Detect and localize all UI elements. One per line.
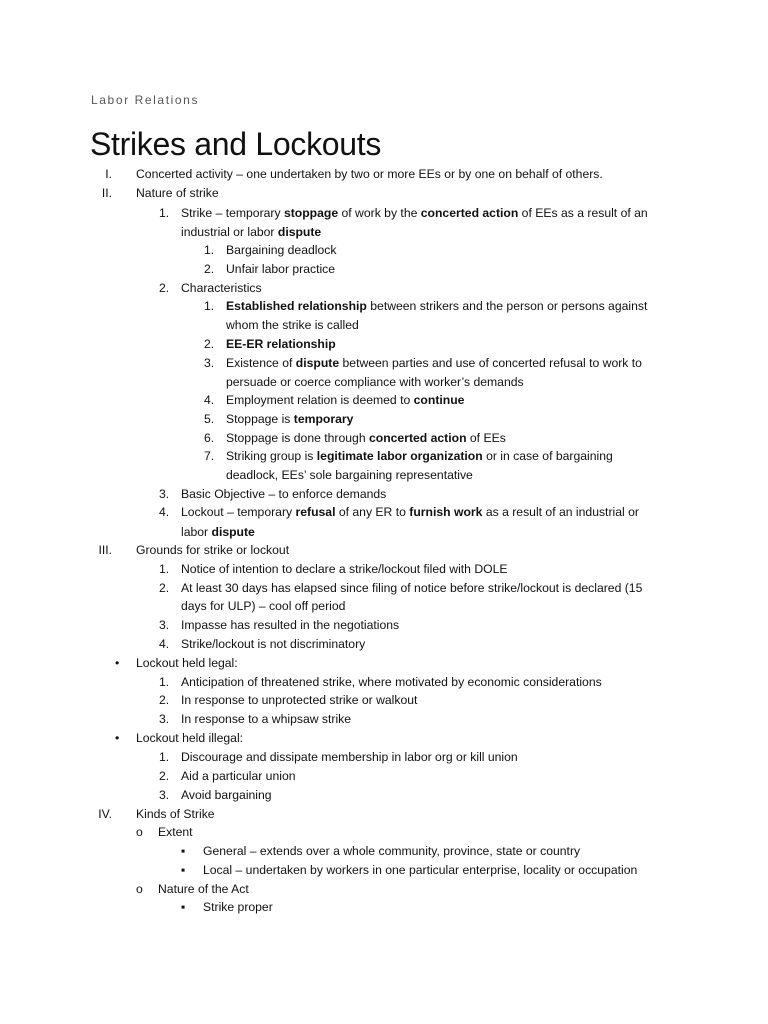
outline-line: Employment relation is deemed to continue [226, 393, 465, 407]
outline-line: Lockout held legal: [136, 656, 238, 670]
outline-marker: 1. [159, 206, 170, 220]
outline-line: Bargaining deadlock [226, 243, 337, 257]
outline-marker: 3. [159, 487, 170, 501]
outline-marker: 2. [159, 581, 170, 595]
outline-marker: 2. [159, 281, 170, 295]
outline-marker: 7. [204, 449, 215, 463]
outline-marker: 2. [204, 337, 215, 351]
outline-line: Lockout – temporary refusal of any ER to furnish work as a result of an industrial or [181, 505, 639, 519]
document-title: Strikes and Lockouts [90, 126, 382, 162]
outline-line: Concerted activity – one undertaken by two or more EEs or by one on behalf of others. [136, 167, 603, 181]
outline-line: Stoppage is done through concerted action of EEs [226, 431, 506, 445]
outline-line: Discourage and dissipate membership in labor org or kill union [181, 750, 518, 764]
outline-line: persuade or coerce compliance with worker’s demands [226, 375, 524, 389]
outline-marker: IV. [98, 807, 112, 821]
outline-line: Strike/lockout is not discriminatory [181, 637, 366, 651]
outline-line: Existence of dispute between parties and use of concerted refusal to work to [226, 356, 642, 370]
outline-line: Basic Objective – to enforce demands [181, 487, 387, 501]
outline-line: labor dispute [181, 525, 255, 539]
outline-line: Strike proper [203, 900, 273, 914]
outline-line: whom the strike is called [226, 318, 359, 332]
outline-line: Established relationship between strikers and the person or persons against [226, 299, 648, 313]
outline-marker: ▪ [181, 844, 186, 858]
outline-marker: 1. [159, 562, 170, 576]
outline-marker: I. [105, 167, 112, 181]
outline-line: days for ULP) – cool off period [181, 599, 346, 613]
outline-line: Impasse has resulted in the negotiations [181, 618, 400, 632]
outline-marker: 2. [159, 693, 170, 707]
outline-marker: 4. [159, 637, 170, 651]
outline-marker: 4. [204, 393, 215, 407]
outline-marker: 3. [204, 356, 215, 370]
outline-marker: 6. [204, 431, 215, 445]
outline-marker: 5. [204, 412, 215, 426]
outline-line: Grounds for strike or lockout [136, 543, 290, 557]
outline-line: Notice of intention to declare a strike/lockout filed with DOLE [181, 562, 508, 576]
outline-line: In response to a whipsaw strike [181, 712, 352, 726]
outline-marker: 3. [159, 712, 170, 726]
outline-line: Characteristics [181, 281, 262, 295]
outline-line: Stoppage is temporary [226, 412, 354, 426]
outline-marker: 3. [159, 618, 170, 632]
outline-line: Unfair labor practice [226, 262, 336, 276]
outline-line: Striking group is legitimate labor organization or in case of bargaining [226, 449, 613, 463]
outline-marker: III. [98, 543, 112, 557]
outline-line: Lockout held illegal: [136, 731, 244, 745]
outline-marker: ▪ [181, 900, 186, 914]
outline-line: EE-ER relationship [226, 337, 336, 351]
outline-line: deadlock, EEs’ sole bargaining representative [226, 468, 473, 482]
document-subtitle: Labor Relations [91, 93, 200, 107]
outline-line: Kinds of Strike [136, 807, 215, 821]
outline-marker: • [115, 731, 120, 745]
outline-marker: 2. [204, 262, 215, 276]
outline-marker: 1. [159, 675, 170, 689]
outline-line: Nature of strike [136, 186, 219, 200]
outline-line: Anticipation of threatened strike, where motivated by economic considerations [181, 675, 602, 689]
outline-line: General – extends over a whole community, province, state or country [203, 844, 581, 858]
outline-marker: 1. [159, 750, 170, 764]
outline-marker: o [136, 882, 143, 896]
outline-marker: 3. [159, 788, 170, 802]
outline-line: Local – undertaken by workers in one particular enterprise, locality or occupation [203, 863, 638, 877]
outline-marker: 1. [204, 243, 215, 257]
outline-marker: 1. [204, 299, 215, 313]
outline-line: Strike – temporary stoppage of work by the concerted action of EEs as a result of an [181, 206, 648, 220]
outline-line: industrial or labor dispute [181, 225, 322, 239]
outline-line: Avoid bargaining [181, 788, 272, 802]
outline-line: Nature of the Act [158, 882, 249, 896]
outline-marker: II. [101, 186, 112, 200]
outline-marker: ▪ [181, 863, 186, 877]
outline-marker: o [136, 825, 143, 839]
outline-line: In response to unprotected strike or walkout [181, 693, 418, 707]
outline-line: Aid a particular union [181, 769, 296, 783]
outline-line: At least 30 days has elapsed since filing of notice before strike/lockout is declared (15 [181, 581, 643, 595]
outline-marker: 4. [159, 505, 170, 519]
outline-marker: • [115, 656, 120, 670]
outline-marker: 2. [159, 769, 170, 783]
outline-line: Extent [158, 825, 193, 839]
